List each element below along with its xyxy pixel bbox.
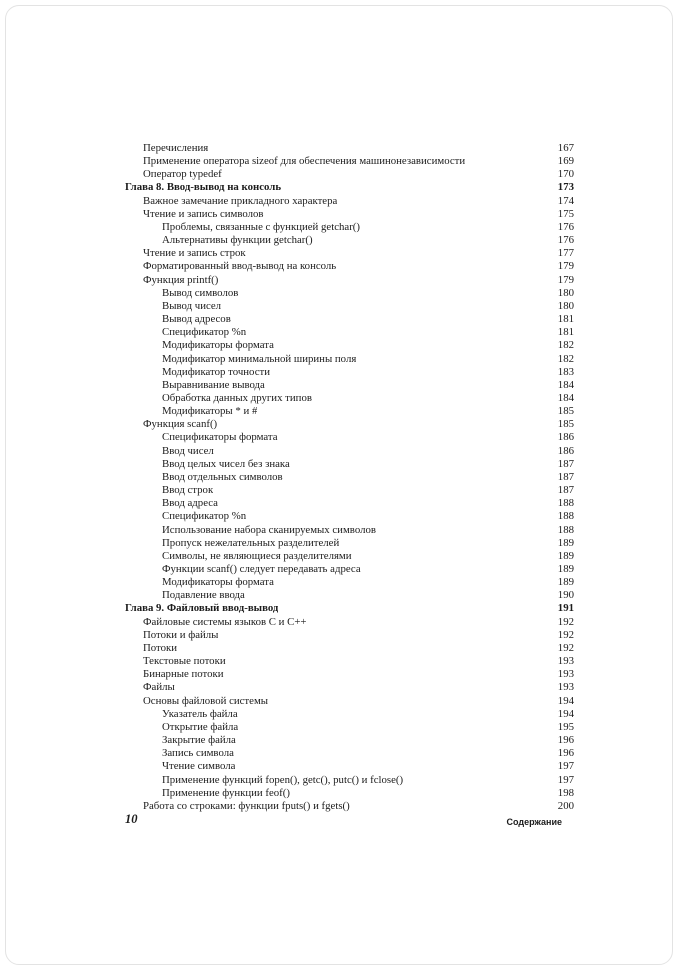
toc-row [125,300,574,313]
toc-entry-page: 176 [557,220,574,233]
toc-entry-page: 194 [557,694,574,707]
toc-entry-page: 200 [557,799,574,812]
toc-entry-title: Перечисления [143,142,209,154]
toc-entry-title: Обработка данных других типов [162,391,312,404]
toc-entry-title: Чтение символа [162,760,236,773]
toc-entry-page: 182 [557,352,574,365]
toc-row [125,142,574,155]
toc-entry-title: Функция printf() [143,273,219,286]
toc-row [125,418,574,431]
toc-entry-title: Ввод адреса [162,497,218,510]
toc-row [125,524,574,537]
toc-entry-page: 197 [557,760,574,773]
toc-chapter-row [125,181,574,194]
toc-entry-title: Спецификатор %n [162,326,247,339]
toc-entry-page: 192 [557,615,574,628]
toc-entry-title: Ввод целых чисел без знака [162,457,290,470]
toc-entry-title: Использование набора сканируемых символов [162,523,376,536]
toc-entry-page: 192 [557,641,574,654]
toc-entry-title: Файлы [143,681,175,694]
toc-row [125,550,574,563]
toc-entry-title: Вывод чисел [162,299,222,312]
toc-entry-title: Символы, не являющиеся разделителями [162,549,352,562]
toc-row [125,484,574,497]
toc-entry-page: 193 [557,655,574,668]
toc-entry-page: 192 [557,628,574,641]
toc-entry-page: 184 [557,391,574,404]
toc-row [125,471,574,484]
toc-row [125,616,574,629]
toc-row [125,576,574,589]
toc-entry-title: Модификаторы формата [162,339,274,352]
toc-row [125,497,574,510]
toc-row [125,458,574,471]
toc-entry-title: Потоки [143,641,178,654]
toc-entry-title: Указатель файла [162,707,238,720]
toc-row [125,760,574,773]
toc-entry-page: 176 [557,234,574,247]
toc-entry-title: Пропуск нежелательных разделителей [162,536,340,549]
toc-row [125,563,574,576]
toc-entry-page: 182 [557,339,574,352]
toc-row [125,537,574,550]
toc-entry-title: Применение функций fopen(), getc(), putc() и fclose() [162,773,404,786]
toc-entry-title: Оператор typedef [143,168,222,181]
toc-row [125,445,574,458]
toc-entry-page: 177 [557,247,574,260]
toc-entry-page: 180 [557,286,574,299]
toc-entry-page: 184 [557,378,574,391]
toc-entry-title: Применение оператора sizeof для обеспечения машинонезависимости [143,155,466,168]
toc-entry-title: Спецификатор %n [162,510,247,523]
toc-row [125,734,574,747]
toc-entry-page: 169 [557,155,574,168]
toc-row [125,695,574,708]
toc-row [125,708,574,721]
toc-row [125,431,574,444]
toc-entry-title: Подавление ввода [162,589,245,602]
toc-row [125,195,574,208]
toc-entry-page: 186 [557,444,574,457]
footer-section-label: Содержание [506,817,562,827]
toc-entry-title: Ввод строк [162,484,214,497]
toc-entry-title: Вывод адресов [162,313,231,326]
page-number: 10 [125,812,138,826]
toc-entry-title: Глава 8. Ввод-вывод на консоль [125,181,282,194]
toc-entry-title: Важное замечание прикладного характера [143,194,338,207]
toc-entry-title: Запись символа [162,747,234,760]
toc-entry-page: 187 [557,457,574,470]
toc-row [125,589,574,602]
toc-entry-title: Открытие файла [162,720,239,733]
toc-entry-page: 195 [557,720,574,733]
toc-entry-page: 191 [557,602,574,615]
toc-entry-title: Форматированный ввод-вывод на консоль [143,260,337,273]
toc-row [125,274,574,287]
toc-row [125,642,574,655]
toc-entry-title: Проблемы, связанные с функцией getchar() [162,220,360,233]
toc-row [125,774,574,787]
toc-row [125,800,574,813]
toc-entry-page: 188 [557,510,574,523]
toc-entry-page: 179 [557,260,574,273]
toc-row [125,168,574,181]
toc-row [125,221,574,234]
toc-entry-page: 175 [557,207,574,220]
toc-entry-title: Функция scanf() [143,418,218,431]
toc-entry-title: Закрытие файла [162,734,236,747]
toc-entry-title: Функции scanf() следует передавать адреса [162,563,361,575]
toc-entry-page: 181 [557,326,574,339]
toc-row [125,353,574,366]
toc-entry-title: Выравнивание вывода [162,378,265,391]
toc-entry-page: 189 [557,549,574,562]
toc-row [125,379,574,392]
toc-entry-page: 185 [557,418,574,431]
toc-row [125,155,574,168]
toc-row [125,234,574,247]
toc-chapter-row [125,602,574,615]
toc-row [125,668,574,681]
toc-entry-title: Применение функции feof() [162,786,290,799]
toc-entry-title: Текстовые потоки [143,655,226,668]
toc-entry-title: Чтение и запись символов [143,207,264,220]
toc-row [125,260,574,273]
toc-entry-title: Модификаторы * и # [162,405,258,418]
toc-entry-page: 194 [557,707,574,720]
toc-entry-title: Модификатор точности [162,365,270,378]
toc-entry-page: 173 [557,181,574,194]
toc-entry-page: 180 [557,299,574,312]
toc-entry-title: Чтение и запись строк [143,247,246,260]
toc-row [125,326,574,339]
toc-row [125,510,574,523]
toc-row [125,313,574,326]
toc-entry-title: Бинарные потоки [143,668,224,681]
toc-row [125,721,574,734]
toc-row [125,655,574,668]
toc-row [125,247,574,260]
toc-row [125,747,574,760]
book-page [5,5,673,965]
toc-row [125,629,574,642]
toc-entry-page: 187 [557,484,574,497]
toc-entry-page: 187 [557,470,574,483]
toc-entry-title: Ввод чисел [162,444,214,457]
toc-entry-page: 198 [557,786,574,799]
toc-entry-title: Вывод символов [162,286,239,299]
toc-entry-page: 179 [557,273,574,286]
toc-entry-title: Основы файловой системы [143,694,269,707]
toc-row [125,339,574,352]
toc-entry-title: Ввод отдельных символов [162,470,283,483]
toc-row [125,287,574,300]
toc-entry-page: 196 [557,734,574,747]
toc-row [125,392,574,405]
toc-row [125,405,574,418]
table-of-contents [125,142,574,813]
toc-entry-page: 181 [557,313,574,326]
toc-row [125,681,574,694]
toc-entry-page: 170 [557,168,574,181]
toc-entry-page: 174 [557,194,574,207]
toc-row [125,366,574,379]
toc-entry-page: 186 [557,431,574,444]
toc-entry-page: 193 [557,681,574,694]
toc-entry-title: Глава 9. Файловый ввод-вывод [125,602,279,615]
toc-entry-page: 189 [557,576,574,589]
toc-entry-title: Модификаторы формата [162,576,274,589]
toc-entry-title: Работа со строками: функции fputs() и fgets() [143,799,350,812]
toc-entry-page: 185 [557,405,574,418]
toc-entry-page: 196 [557,747,574,760]
toc-entry-page: 189 [557,563,574,575]
toc-entry-page: 197 [557,773,574,786]
toc-entry-title: Модификатор минимальной ширины поля [162,352,357,365]
toc-entry-title: Альтернативы функции getchar() [162,234,313,247]
toc-entry-title: Потоки и файлы [143,628,219,641]
toc-entry-page: 189 [557,536,574,549]
toc-row [125,208,574,221]
toc-entry-page: 190 [557,589,574,602]
toc-entry-title: Файловые системы языков C и C++ [143,615,307,628]
toc-entry-page: 183 [557,365,574,378]
toc-entry-page: 167 [557,142,574,154]
toc-entry-title: Спецификаторы формата [162,431,278,444]
toc-entry-page: 188 [557,497,574,510]
toc-entry-page: 193 [557,668,574,681]
toc-row [125,787,574,800]
toc-entry-page: 188 [557,523,574,536]
